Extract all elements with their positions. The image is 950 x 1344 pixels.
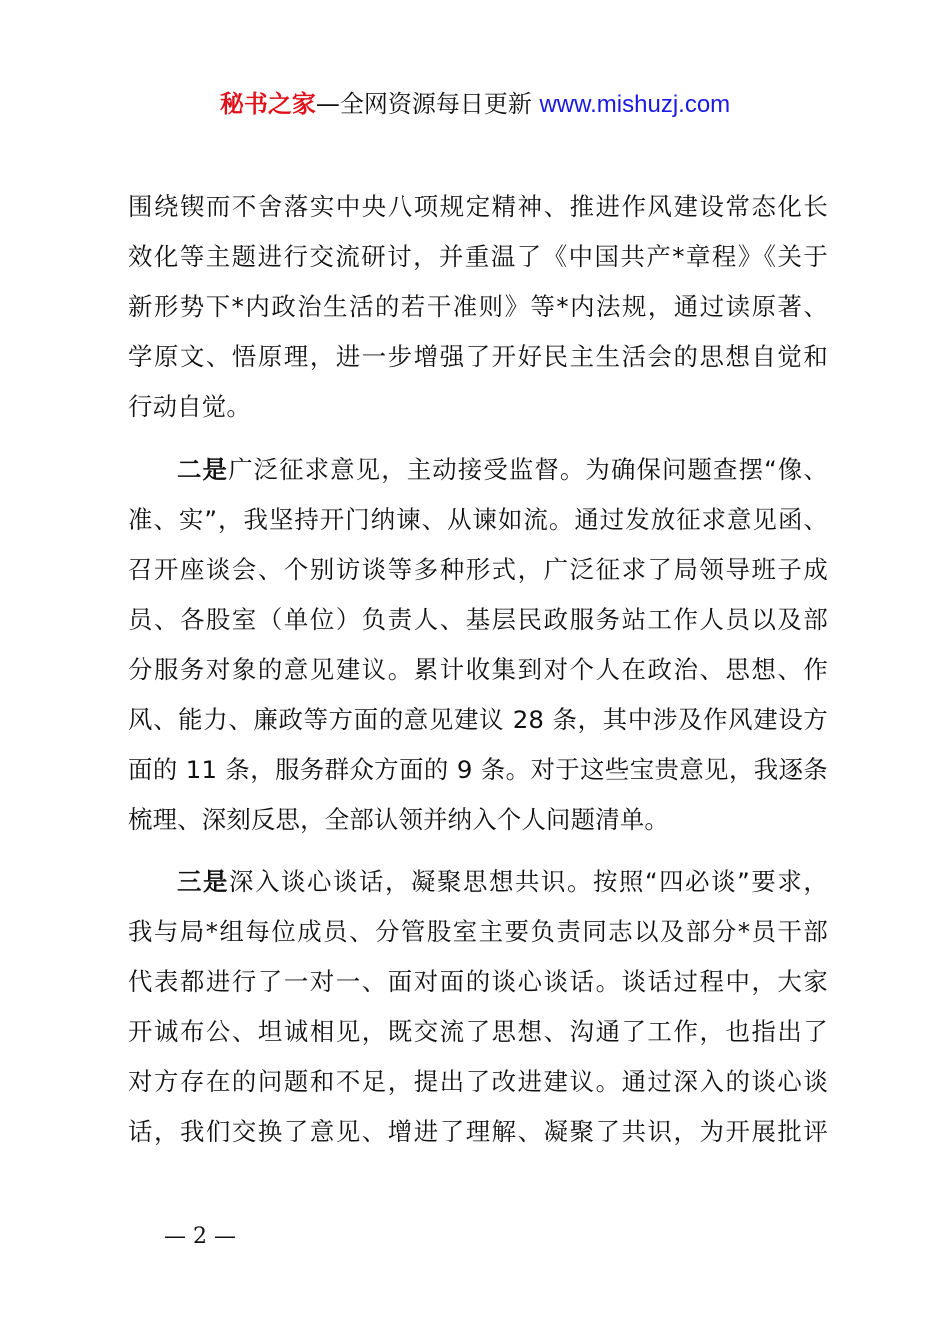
text-line: 分服务对象的意见建议。累计收集到对个人在政治、思想、作 <box>128 655 828 684</box>
text-line: 准、实”，我坚持开门纳谏、从谏如流。通过发放征求意见函、 <box>128 505 828 534</box>
text-line: 开诚布公、坦诚相见，既交流了思想、沟通了工作，也指出了 <box>128 1017 828 1046</box>
site-url[interactable]: www.mishuzj.com <box>539 91 731 118</box>
document-body <box>128 182 828 1157</box>
text-line <box>128 857 828 907</box>
text-line: 代表都进行了一对一、面对面的谈心谈话。谈话过程中，大家 <box>128 967 828 996</box>
brand-name: 秘书之家 <box>219 90 316 118</box>
text-line: 围绕锲而不舍落实中央八项规定精神、推进作风建设常态化长 <box>128 192 828 221</box>
text-line: 行动自觉。 <box>128 392 251 421</box>
text-line: 学原文、悟原理，进一步增强了开好民主生活会的思想自觉和 <box>128 342 828 371</box>
text-line: 对方存在的问题和不足，提出了改进建议。通过深入的谈心谈 <box>128 1067 828 1096</box>
paragraph-3 <box>128 857 828 1157</box>
paragraph-lead: 三是 <box>177 867 229 896</box>
paragraph-2 <box>128 445 828 845</box>
text-line: 风、能力、廉政等方面的意见建议 28 条，其中涉及作风建设方 <box>128 705 828 734</box>
text-line: 面的 11 条，服务群众方面的 9 条。对于这些宝贵意见，我逐条 <box>128 755 828 784</box>
text-line: 我与局*组每位成员、分管股室主要负责同志以及部分*员干部 <box>128 917 828 946</box>
text-line <box>128 445 828 495</box>
header-tagline: —全网资源每日更新 <box>315 90 540 118</box>
text-line: 话，我们交换了意见、增进了理解、凝聚了共识，为开展批评 <box>128 1117 828 1146</box>
paragraph-1 <box>128 182 828 432</box>
text-line: 梳理、深刻反思，全部认领并纳入个人问题清单。 <box>128 805 669 834</box>
paragraph-spacer <box>128 845 828 857</box>
text-line: 新形势下*内政治生活的若干准则》等*内法规，通过读原著、 <box>128 292 828 321</box>
text-span: 广泛征求意见，主动接受监督。为确保问题查摆“像、 <box>228 455 828 484</box>
text-span: 深入谈心谈话，凝聚思想共识。按照“四必谈”要求， <box>229 867 828 896</box>
site-header <box>0 86 950 123</box>
text-line: 效化等主题进行交流研讨，并重温了《中国共产*章程》《关于 <box>128 242 828 271</box>
page-number: — 2 — <box>164 1224 236 1249</box>
text-line: 员、各股室（单位）负责人、基层民政服务站工作人员以及部 <box>128 605 828 634</box>
text-line: 召开座谈会、个别访谈等多种形式，广泛征求了局领导班子成 <box>128 555 828 584</box>
paragraph-spacer <box>128 432 828 445</box>
paragraph-lead: 二是 <box>177 455 229 484</box>
